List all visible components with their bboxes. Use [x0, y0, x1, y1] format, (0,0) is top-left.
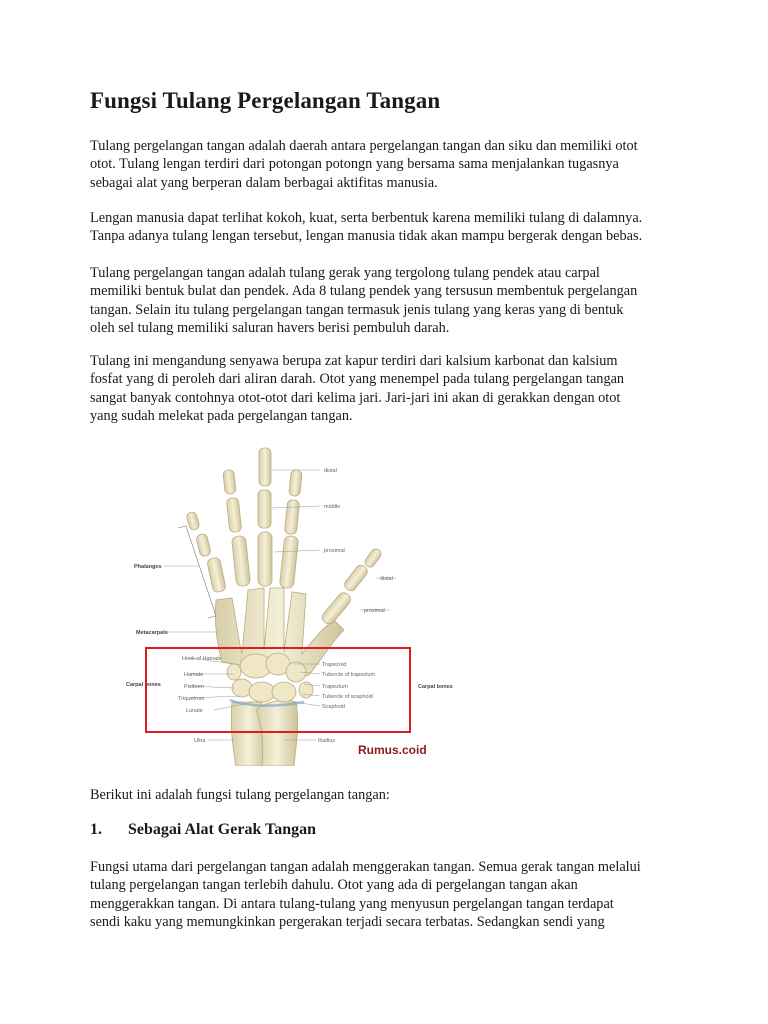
label-distal: distal [324, 468, 337, 474]
text-line: Lengan manusia dapat terlihat kokoh, kuat, serta berbentuk karena memiliki tulang di dalamnya. [90, 210, 643, 226]
text-line: Tulang ini mengandung senyawa berupa zat kapur terdiri dari kalsium karbonat dan kalsium [90, 353, 618, 369]
paragraph-section-1 [90, 858, 690, 932]
label-triquetrum: Triquetrum [178, 696, 205, 702]
label-lunate: Lunate [186, 708, 203, 714]
label-carpal-bones-left: Carpal bones [126, 682, 161, 688]
text-line: fosfat yang di peroleh dari aliran darah. Otot yang menempel pada tulang pergelangan tangan [90, 371, 625, 388]
paragraph-4 [90, 352, 690, 426]
text-line: Tulang pergelangan tangan adalah tulang gerak yang tergolong tulang pendek atau carpal [90, 265, 600, 281]
text-line: oleh sel tulang memiliki saluran havers berisi pembuluh darah. [90, 320, 450, 337]
text-line: otot. Tulang lengan terdiri dari potongan potongn yang bersama sama menjalankan tugasnya [90, 156, 619, 173]
paragraph-1 [90, 137, 690, 192]
section-title: Sebagai Alat Gerak Tangan [128, 821, 317, 838]
page-title: Fungsi Tulang Pergelangan Tangan [90, 88, 441, 113]
watermark-logo: Rumus.coid [358, 743, 427, 757]
label-pisiform: Pisiform [184, 684, 204, 690]
label-tubercle-trapezium: Tubercle of trapezium [322, 672, 375, 678]
text-line: sangat banyak contohnya otot-otot dari kelima jari. Jari-jari ini akan di gerakkan dengan otot [90, 389, 621, 406]
label-scaphoid: Scaphoid [322, 704, 345, 710]
label-metacarpals: Metacarpals [136, 630, 168, 636]
label-ulna: Ulna [194, 738, 206, 744]
label-hook-of-hamate: Hook of Hamate [182, 656, 222, 662]
text-line: Tanpa adanya tulang lengan tersebut, lengan manusia tidak akan mampu bergerak dengan bebas. [90, 228, 643, 245]
text-line: tulang pergelangan tangan terlebih dahulu. Otot yang ada di pergelangan tangan akan [90, 877, 578, 894]
text-line: sendi kaku yang memungkinkan pergerakan terjadi secara terbatas. Sedangkan sendi yang [90, 914, 605, 931]
label-proximal: proximal [324, 548, 345, 554]
paragraph-2 [90, 209, 690, 246]
label-phalanges: Phalanges [134, 564, 162, 570]
section-number: 1. [90, 821, 102, 838]
section-heading [90, 821, 316, 839]
label-hamate: Hamate [184, 672, 204, 678]
paragraph-3 [90, 264, 690, 338]
text-line: sebagai alat yang berperan dalam berbagai aktifitas manusia. [90, 174, 438, 191]
text-line: Fungsi utama dari pergelangan tangan adalah menggerakan tangan. Semua gerak tangan melalui [90, 859, 641, 875]
text-line: tangan. Selain itu tulang pergelangan tangan termasuk jenis tulang yang keras yang di bentuk [90, 301, 624, 318]
text-line: Tulang pergelangan tangan adalah daerah antara pergelangan tangan dan siku dan memiliki otot [90, 138, 638, 154]
label-radius: Radius [318, 738, 336, 744]
label-trapezium: Trapezium [322, 684, 348, 690]
label-trapezoid: Trapezoid [322, 662, 347, 668]
text-line: menggerakkan tangan. Di antara tulang-tulang yang menyusun pergelangan tangan terdapat [90, 895, 614, 912]
paragraph-intro-list [90, 786, 690, 804]
label-distal-thumb: distal [380, 576, 393, 582]
label-proximal-thumb: proximal [364, 608, 385, 614]
label-tubercle-scaphoid: Tubercle of scaphoid [322, 694, 373, 700]
text-line: memiliki bentuk bulat dan pendek. Ada 8 tulang pendek yang tersusun membentuk pergelangan [90, 283, 638, 300]
label-middle: middle [324, 504, 341, 510]
text-line: Berikut ini adalah fungsi tulang pergelangan tangan: [90, 787, 390, 803]
hand-bones-illustration [124, 440, 454, 766]
label-carpal-bones-right: Carpal bones [418, 684, 453, 690]
text-line: yang sudah melekat pada pergelangan tangan. [90, 408, 353, 425]
